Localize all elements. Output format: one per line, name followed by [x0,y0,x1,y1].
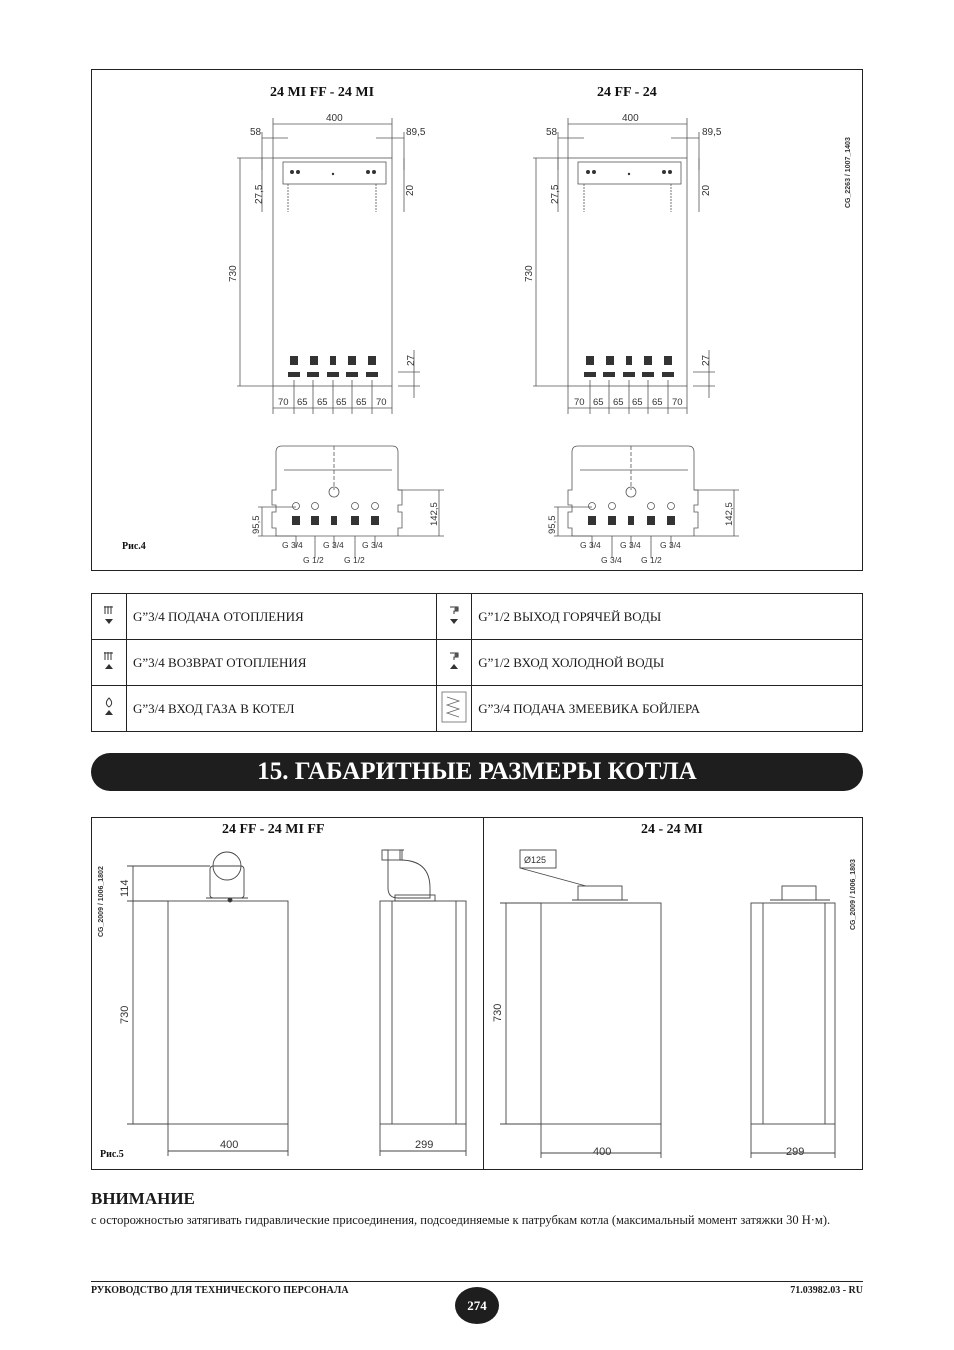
footer-doc-code: 71.03982.03 - RU [790,1285,863,1296]
dim-side-a-right: 95,5 [547,515,558,534]
dim-top-b-right: 20 [701,184,712,196]
page-number: 274 [455,1287,499,1324]
spacing-left-4: 65 [356,397,367,408]
legend-hot-water-out: G”1/2 ВЫХОД ГОРЯЧЕЙ ВОДЫ [472,594,863,640]
figure-5-right-title: 24 - 24 MI [641,822,703,837]
dim-right-offset-right: 89,5 [702,127,722,138]
figure-5-code-left: CG_2009 / 1006_1802 [98,866,105,937]
dim-height-mi: 730 [492,1003,504,1022]
spacing-right-5: 70 [672,397,683,408]
section-title: 15. ГАБАРИТНЫЕ РАЗМЕРЫ КОТЛА [91,753,863,791]
conn-label-left-1: G 3/4 [323,540,344,550]
dim-bottom-right: 27 [701,354,712,366]
dim-side-a-left: 95,5 [251,515,262,534]
conn-label-left-4: G 1/2 [344,555,365,565]
spacing-left-5: 70 [376,397,387,408]
dim-bottom-left: 27 [406,354,417,366]
conn-label-right-0: G 3/4 [580,540,601,550]
dim-flue-height: 114 [119,879,131,897]
dim-side-b-right: 142,5 [724,502,735,526]
figure-4-right-title: 24 FF - 24 [597,85,657,100]
conn-label-left-3: G 1/2 [303,555,324,565]
spacing-right-0: 70 [574,397,585,408]
figure-4-left-title: 24 MI FF - 24 MI [270,85,375,100]
spacing-right-3: 65 [632,397,643,408]
dim-left-offset-right: 58 [546,127,558,138]
legend-gas-in: G”3/4 ВХОД ГАЗА В КОТЕЛ [127,686,437,732]
conn-label-right-4: G 1/2 [641,555,662,565]
dim-depth-mi: 299 [786,1146,805,1158]
warning-text: с осторожностью затягивать гидравлические присоединения, подсоединяемые к патрубкам котла (максимальный момент затяжки 30 Н·м). [91,1213,831,1227]
spacing-left-3: 65 [336,397,347,408]
warning-heading: ВНИМАНИЕ [91,1189,195,1208]
legend-heating-return: G”3/4 ВОЗВРАТ ОТОПЛЕНИЯ [127,640,437,686]
dim-top-a-right: 27,5 [550,184,561,204]
conn-label-left-2: G 3/4 [362,540,383,550]
dim-height-right: 730 [524,265,535,282]
dim-width-mi: 400 [593,1146,612,1158]
dim-width-right: 400 [622,113,639,124]
footer-rule [91,1281,863,1282]
dim-height-left: 730 [228,265,239,282]
footer-manual-title: РУКОВОДСТВО ДЛЯ ТЕХНИЧЕСКОГО ПЕРСОНАЛА [91,1285,349,1296]
spacing-left-2: 65 [317,397,328,408]
legend-boiler-coil: G”3/4 ПОДАЧА ЗМЕЕВИКА БОЙЛЕРА [472,686,863,732]
figure-5-label: Рис.5 [100,1149,124,1160]
dim-top-b-left: 20 [405,184,416,196]
spacing-left-0: 70 [278,397,289,408]
legend-cold-water-in: G”1/2 ВХОД ХОЛОДНОЙ ВОДЫ [472,640,863,686]
spacing-right-4: 65 [652,397,663,408]
figure-5-left-title: 24 FF - 24 MI FF [222,822,325,837]
conn-label-right-1: G 3/4 [620,540,641,550]
spacing-left-1: 65 [297,397,308,408]
dim-diameter: Ø125 [524,855,547,865]
dim-left-offset-left: 58 [250,127,262,138]
legend-heating-flow: G”3/4 ПОДАЧА ОТОПЛЕНИЯ [127,594,437,640]
dim-right-offset-left: 89,5 [406,127,426,138]
dim-height-ff: 730 [119,1005,131,1024]
conn-label-right-3: G 3/4 [601,555,622,565]
figure-5-code-right: CG_2009 / 1006_1803 [850,859,857,930]
conn-label-left-0: G 3/4 [282,540,303,550]
spacing-right-2: 65 [613,397,624,408]
dim-depth-ff: 299 [415,1139,434,1151]
dim-width-ff: 400 [220,1139,239,1151]
spacing-right-1: 65 [593,397,604,408]
conn-label-right-2: G 3/4 [660,540,681,550]
dim-width-left: 400 [326,113,343,124]
figure-4-label: Рис.4 [122,541,146,552]
figure-4-code: CG_2263 / 1007_1403 [845,137,852,208]
dim-side-b-left: 142,5 [429,502,440,526]
dim-top-a-left: 27,5 [254,184,265,204]
